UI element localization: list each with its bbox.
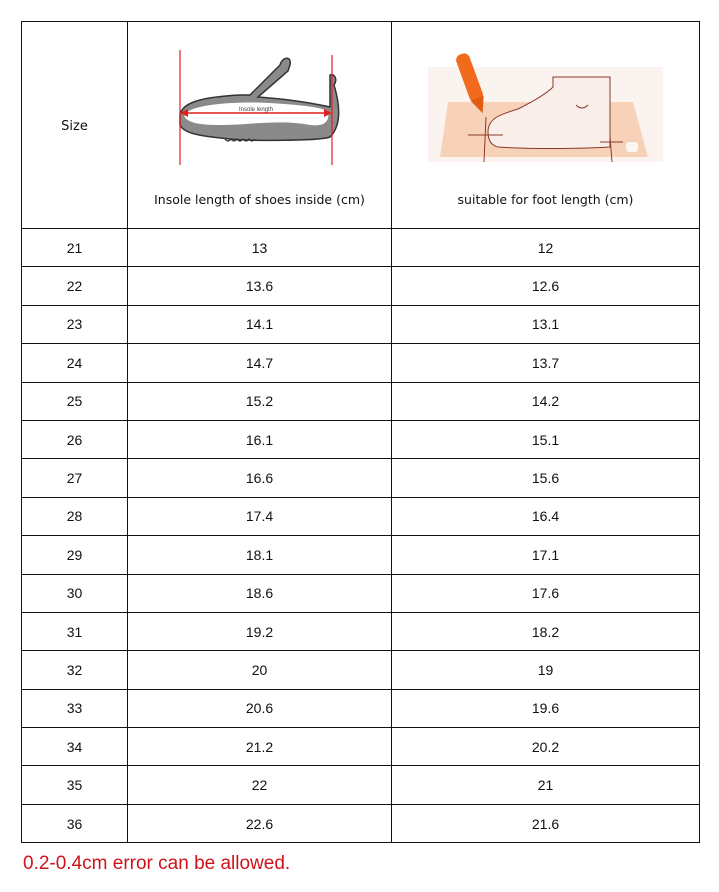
table-row	[22, 459, 700, 497]
table-row	[22, 344, 700, 382]
cell-size: 26	[22, 420, 128, 458]
cell-size: 28	[22, 497, 128, 535]
cell-size: 30	[22, 574, 128, 612]
cell-insole: 18.1	[128, 536, 392, 574]
cell-foot: 19	[392, 651, 700, 689]
table-row	[22, 382, 700, 420]
cell-insole: 14.7	[128, 344, 392, 382]
table-row	[22, 574, 700, 612]
table-row	[22, 229, 700, 267]
cell-insole: 22	[128, 766, 392, 804]
header-row	[22, 22, 700, 229]
header-size-label: Size	[61, 118, 88, 134]
cell-foot: 21.6	[392, 804, 700, 842]
table-row	[22, 728, 700, 766]
table-row	[22, 267, 700, 305]
cell-size: 22	[22, 267, 128, 305]
cell-insole: 13.6	[128, 267, 392, 305]
cell-size: 35	[22, 766, 128, 804]
cell-insole: 22.6	[128, 804, 392, 842]
table-row	[22, 766, 700, 804]
cell-insole: 16.6	[128, 459, 392, 497]
table-row	[22, 420, 700, 458]
cell-insole: 20	[128, 651, 392, 689]
cell-insole: 21.2	[128, 728, 392, 766]
header-insole-label: Insole length of shoes inside (cm)	[154, 192, 365, 207]
cell-foot: 15.6	[392, 459, 700, 497]
cell-size: 25	[22, 382, 128, 420]
cell-foot: 17.1	[392, 536, 700, 574]
cell-insole: 15.2	[128, 382, 392, 420]
cell-foot: 21	[392, 766, 700, 804]
cell-size: 27	[22, 459, 128, 497]
table-row	[22, 612, 700, 650]
table-row	[22, 689, 700, 727]
cell-insole: 13	[128, 229, 392, 267]
cell-insole: 16.1	[128, 420, 392, 458]
header-size	[22, 22, 128, 229]
cell-insole: 20.6	[128, 689, 392, 727]
insole-length-label: Insole length	[238, 106, 273, 113]
cell-foot: 19.6	[392, 689, 700, 727]
cell-size: 33	[22, 689, 128, 727]
cell-insole: 19.2	[128, 612, 392, 650]
cell-foot: 16.4	[392, 497, 700, 535]
cell-size: 23	[22, 305, 128, 343]
cell-foot: 15.1	[392, 420, 700, 458]
cell-foot: 20.2	[392, 728, 700, 766]
cell-size: 29	[22, 536, 128, 574]
cell-size: 31	[22, 612, 128, 650]
shoe-insole-diagram-icon	[170, 42, 350, 172]
table-row	[22, 536, 700, 574]
table-row	[22, 651, 700, 689]
cell-foot: 14.2	[392, 382, 700, 420]
table-row	[22, 804, 700, 842]
cell-insole: 17.4	[128, 497, 392, 535]
cell-size: 32	[22, 651, 128, 689]
cell-foot: 12	[392, 229, 700, 267]
table-row	[22, 305, 700, 343]
header-insole	[128, 22, 392, 229]
cell-foot: 12.6	[392, 267, 700, 305]
header-foot	[392, 22, 700, 229]
cell-size: 36	[22, 804, 128, 842]
header-foot-label: suitable for foot length (cm)	[457, 192, 634, 207]
cell-foot: 17.6	[392, 574, 700, 612]
cell-foot: 13.7	[392, 344, 700, 382]
cell-size: 34	[22, 728, 128, 766]
cell-foot: 18.2	[392, 612, 700, 650]
size-chart-table	[21, 21, 700, 843]
cell-foot: 13.1	[392, 305, 700, 343]
cell-insole: 18.6	[128, 574, 392, 612]
cell-size: 21	[22, 229, 128, 267]
cell-insole: 14.1	[128, 305, 392, 343]
foot-measuring-diagram-icon	[428, 42, 663, 172]
error-tolerance-note: 0.2-0.4cm error can be allowed.	[23, 853, 291, 874]
cell-size: 24	[22, 344, 128, 382]
table-row	[22, 497, 700, 535]
